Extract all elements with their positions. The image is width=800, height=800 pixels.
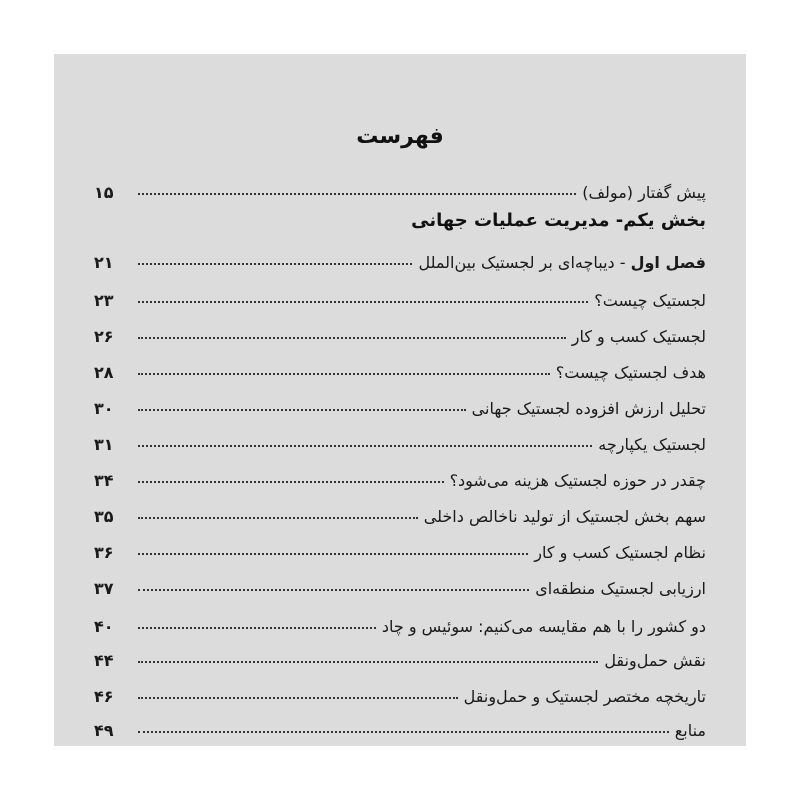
- leader-dots: [138, 661, 598, 663]
- chapter-label: فصل اول: [630, 253, 706, 272]
- leader-dots: [138, 589, 529, 591]
- toc-row: [94, 606, 706, 636]
- toc-page-number: ۳۴: [94, 471, 114, 490]
- chapter-title: - دیباچه‌ای بر لجستیک بین‌الملل: [418, 253, 631, 272]
- toc-entry-label: تحلیل ارزش افزوده لجستیک جهانی: [471, 399, 706, 418]
- toc-entry-label: منابع: [674, 721, 706, 740]
- leader-dots: [138, 373, 550, 375]
- toc-page-number: ۴۰: [94, 617, 114, 636]
- toc-page-number: ۳۷: [94, 579, 114, 598]
- section-heading: بخش یکم- مدیریت عملیات جهانی: [411, 210, 706, 231]
- leader-dots: [138, 627, 376, 629]
- toc-entry-label: چقدر در حوزه لجستیک هزینه می‌شود؟: [449, 471, 706, 490]
- leader-dots: [138, 481, 444, 483]
- toc-entry-label: پیش گفتار (مولف): [582, 183, 706, 202]
- leader-dots: [138, 731, 669, 733]
- toc-entry-label: لجستیک یکپارچه: [598, 435, 706, 454]
- leader-dots: [138, 517, 418, 519]
- toc-row: [94, 676, 706, 706]
- toc-page-number: ۳۱: [94, 435, 114, 454]
- toc-page-number: ۲۸: [94, 363, 114, 382]
- toc-page-number: ۳۶: [94, 543, 114, 562]
- toc-row: [94, 710, 706, 740]
- toc-entry-label: دو کشور را با هم مقایسه می‌کنیم: سوئیس و چاد: [381, 617, 706, 636]
- toc-page-number: ۱۵: [94, 183, 114, 202]
- toc-row: [94, 640, 706, 670]
- toc-entry-label: هدف لجستیک چیست؟: [555, 363, 706, 382]
- leader-dots: [138, 263, 412, 265]
- leader-dots: [138, 553, 528, 555]
- book-page: [54, 54, 746, 746]
- leader-dots: [138, 301, 588, 303]
- toc-row: [94, 568, 706, 598]
- toc-row: [94, 280, 706, 310]
- toc-entry-label: سهم بخش لجستیک از تولید ناخالص داخلی: [423, 507, 706, 526]
- leader-dots: [138, 193, 576, 195]
- toc-entry-label: لجستیک چیست؟: [594, 291, 706, 310]
- toc-entry-label: تاریخچه مختصر لجستیک و حمل‌ونقل: [463, 687, 706, 706]
- toc-container: [94, 54, 706, 746]
- leader-dots: [138, 337, 566, 339]
- toc-row-preface: [94, 172, 706, 202]
- page-title: فهرست: [356, 124, 444, 149]
- toc-page-number: ۴۴: [94, 651, 114, 670]
- leader-dots: [138, 409, 466, 411]
- toc-row: [94, 496, 706, 526]
- toc-row: [94, 316, 706, 346]
- toc-page-number: ۲۳: [94, 291, 114, 310]
- toc-page-number: ۳۰: [94, 399, 114, 418]
- toc-row: [94, 460, 706, 490]
- toc-page-number: ۲۶: [94, 327, 114, 346]
- toc-page-number: ۴۶: [94, 687, 114, 706]
- toc-page-number: ۲۱: [94, 253, 114, 272]
- toc-entry-label: نظام لجستیک کسب و کار: [534, 543, 706, 562]
- toc-row-chapter-1: [94, 242, 706, 272]
- toc-entry-label: لجستیک کسب و کار: [571, 327, 706, 346]
- toc-row: [94, 388, 706, 418]
- toc-page-number: ۴۹: [94, 721, 114, 740]
- toc-entry-label: ارزیابی لجستیک منطقه‌ای: [535, 579, 706, 598]
- toc-entry-label: [412, 253, 706, 272]
- toc-row: [94, 532, 706, 562]
- leader-dots: [138, 697, 458, 699]
- leader-dots: [138, 445, 592, 447]
- toc-page-number: ۳۵: [94, 507, 114, 526]
- toc-entry-label: نقش حمل‌ونقل: [604, 651, 706, 670]
- toc-row: [94, 424, 706, 454]
- toc-row: [94, 352, 706, 382]
